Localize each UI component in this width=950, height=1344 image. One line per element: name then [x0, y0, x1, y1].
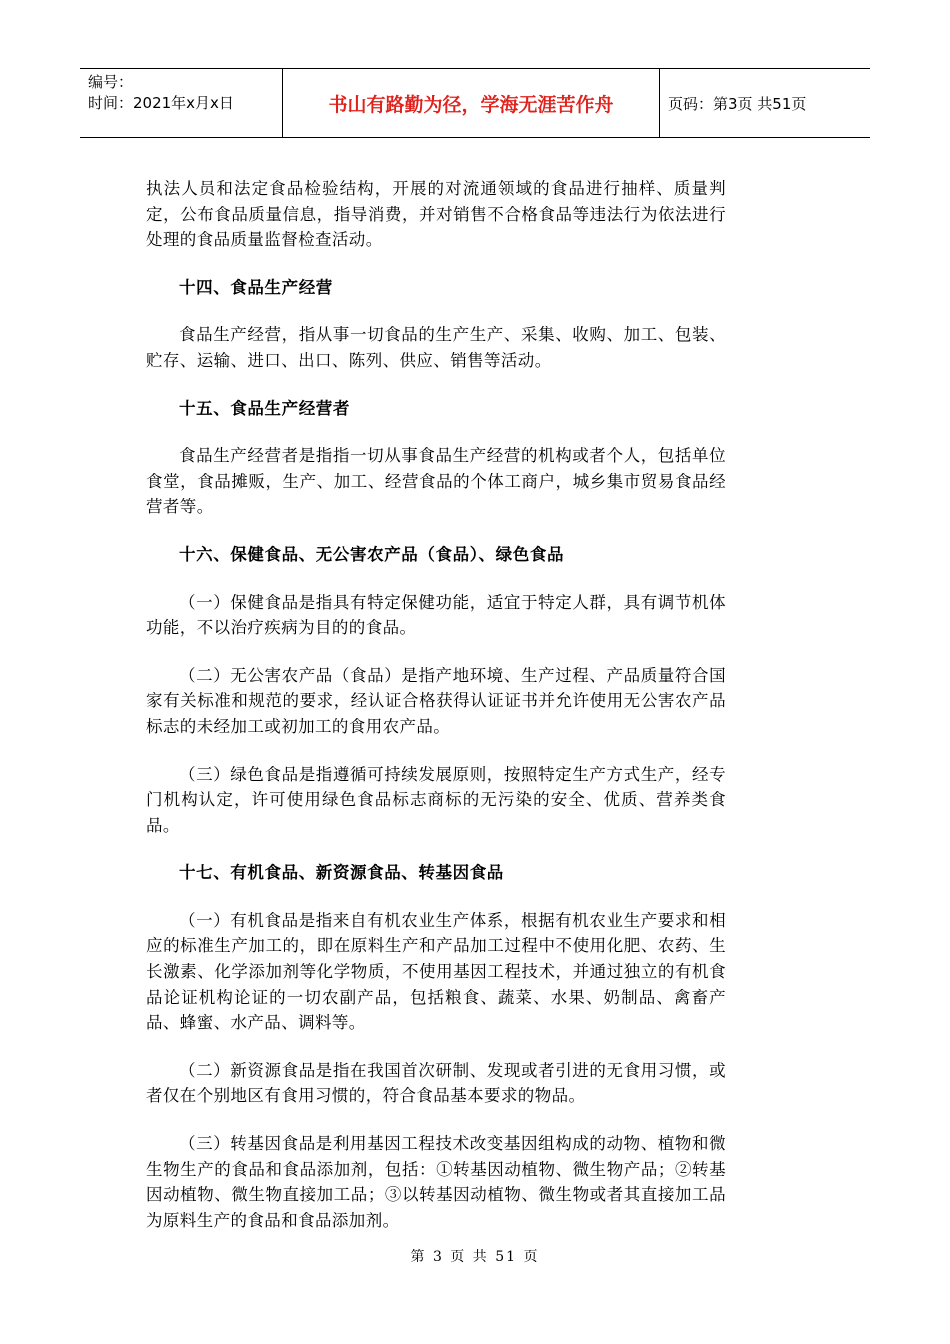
paragraph: 执法人员和法定食品检验结构，开展的对流通领域的食品进行抽样、质量判定，公布食品质量信息，指导消费，并对销售不合格食品等违法行为依法进行处理的食品质量监督检查活动。 [146, 179, 726, 250]
section-heading: 十七、有机食品、新资源食品、转基因食品 [179, 863, 504, 883]
document-date: 时间：2021年x月x日 [88, 94, 234, 112]
paragraph: （二）无公害农产品（食品）是指产地环境、生产过程、产品质量符合国家有关标准和规范的要求，经认证合格获得认证证书并允许使用无公害农产品标志的未经加工或初加工的食用农产品。 [146, 665, 726, 736]
section-heading: 十四、食品生产经营 [179, 277, 333, 297]
paragraph: （一）有机食品是指来自有机农业生产体系，根据有机农业生产要求和相应的标准生产加工的，即在原料生产和产品加工过程中不使用化肥、农药、生长激素、化学添加剂等化学物质，不使用基因工程技术，并通过独立的有机食品论证机构论证的一切农副产品，包括粮食、蔬菜、水果、奶制品、禽畜产品、蜂蜜、水产品、调料等。 [146, 910, 726, 1033]
paragraph: （三）转基因食品是利用基因工程技术改变基因组构成的动物、植物和微生物生产的食品和食品添加剂，包括：①转基因动植物、微生物产品；②转基因动植物、微生物直接加工品；③以转基因动植物、微生物或者其直接加工品为原料生产的食品和食品添加剂。 [146, 1134, 726, 1230]
header-page-info: 页码：第3页 共51页 [668, 94, 807, 113]
header-meta [80, 69, 283, 137]
page-footer: 第 3 页 共 51 页 [410, 1249, 540, 1265]
document-body [146, 176, 726, 1255]
section-heading: 十六、保健食品、无公害农产品（食品）、绿色食品 [179, 544, 565, 564]
paragraph: （一）保健食品是指具有特定保健功能，适宜于特定人群，具有调节机体功能，不以治疗疾病为目的的食品。 [146, 592, 726, 638]
paragraph: 食品生产经营者是指指一切从事食品生产经营的机构或者个人，包括单位食堂，食品摊贩，生产、加工、经营食品的个体工商户，城乡集市贸易食品经营者等。 [146, 446, 726, 517]
paragraph: （二）新资源食品是指在我国首次研制、发现或者引进的无食用习惯，或者仅在个别地区有食用习惯的，符合食品基本要求的物品。 [146, 1060, 726, 1106]
document-number: 编号： [88, 73, 134, 91]
paragraph: （三）绿色食品是指遵循可持续发展原则，按照特定生产方式生产，经专门机构认定，许可使用绿色食品标志商标的无污染的安全、优质、营养类食品。 [146, 764, 726, 835]
header-motto: 书山有路勤为径，学海无涯苦作舟 [283, 69, 660, 137]
page-header [80, 68, 870, 138]
section-heading: 十五、食品生产经营者 [179, 398, 350, 418]
paragraph: 食品生产经营，指从事一切食品的生产生产、采集、收购、加工、包装、贮存、运输、进口、出口、陈列、供应、销售等活动。 [146, 325, 726, 370]
